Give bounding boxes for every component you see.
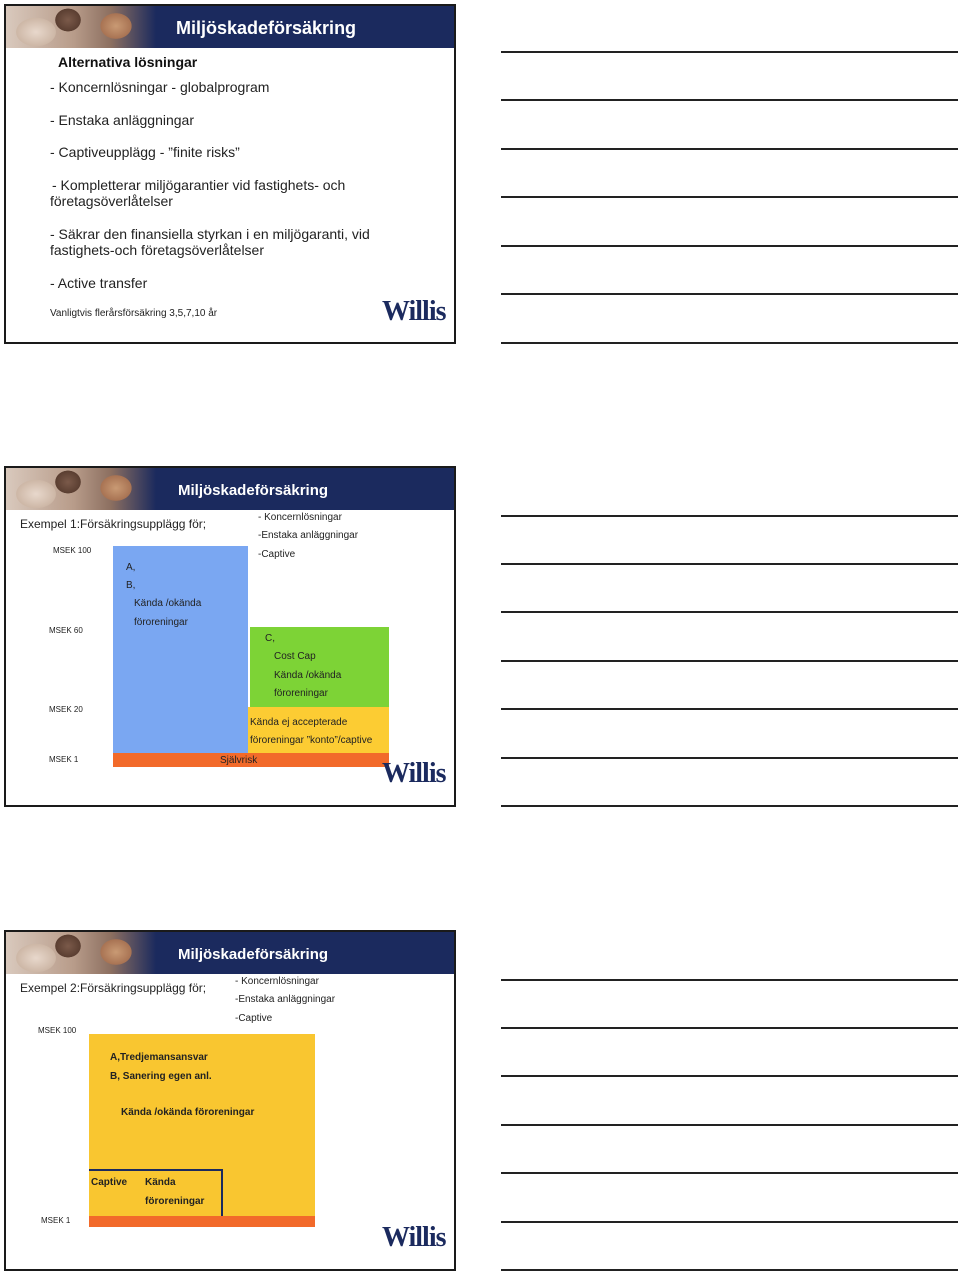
banner-photo [6, 932, 156, 974]
axis-label-100: MSEK 100 [53, 546, 92, 555]
yellow-label-known: Kända /okända föroreningar [121, 1107, 255, 1118]
option-2: -Enstaka anläggningar [235, 994, 336, 1005]
note-line [501, 515, 958, 517]
note-line [501, 342, 958, 344]
willis-logo: Willis [382, 296, 446, 327]
option-3: -Captive [258, 549, 296, 560]
willis-logo: Willis [382, 1222, 446, 1253]
slide-3 [4, 930, 456, 1271]
note-line [501, 563, 958, 565]
slide-heading: Alternativa lösningar [58, 54, 198, 70]
yellow-label-b: B, Sanering egen anl. [110, 1071, 212, 1082]
slide-banner [6, 6, 454, 48]
yellow-label-2: föroreningar ”konto”/captive [250, 735, 373, 746]
bullet-5: - Säkrar den finansiella styrkan i en miljögaranti, vid [50, 226, 370, 242]
axis-label-1: MSEK 1 [49, 755, 79, 764]
blue-label-pollution: föroreningar [134, 617, 188, 628]
slide-banner [6, 932, 454, 974]
bullet-6: - Active transfer [50, 275, 148, 291]
captive-pollution-label: föroreningar [145, 1196, 205, 1207]
note-line [501, 805, 958, 807]
note-line [501, 148, 958, 150]
note-line [501, 611, 958, 613]
option-2: -Enstaka anläggningar [258, 530, 359, 541]
slide-1 [4, 4, 456, 344]
green-label-known: Kända /okända [274, 670, 342, 681]
deductible-label: Självrisk [220, 755, 258, 766]
slide-title: Miljöskadeförsäkring [176, 18, 357, 38]
note-line [501, 1221, 958, 1223]
green-label-pollution: föroreningar [274, 688, 328, 699]
bullet-1: - Koncernlösningar - globalprogram [50, 79, 270, 95]
deductible-bar [89, 1216, 315, 1227]
note-line [501, 1124, 958, 1126]
banner-photo [6, 468, 156, 510]
note-line [501, 293, 958, 295]
footnote: Vanligtvis flerårsförsäkring 3,5,7,10 år [50, 308, 218, 319]
note-line [501, 757, 958, 759]
slide-title: Miljöskadeförsäkring [178, 482, 329, 499]
note-line [501, 1172, 958, 1174]
bullet-4-cont: företagsöverlåtelser [50, 193, 173, 209]
option-1: - Koncernlösningar [235, 976, 319, 987]
axis-label-100: MSEK 100 [38, 1026, 77, 1035]
option-1: - Koncernlösningar [258, 512, 342, 523]
axis-label-1: MSEK 1 [41, 1216, 71, 1225]
yellow-label-a: A,Tredjemansansvar [110, 1052, 208, 1063]
green-label-costcap: Cost Cap [274, 651, 316, 662]
blue-label-known: Kända /okända [134, 598, 202, 609]
slide-title: Miljöskadeförsäkring [178, 946, 329, 963]
blue-label-b: B, [126, 580, 136, 591]
coverage-block-blue [113, 546, 248, 754]
slide-banner [6, 468, 454, 510]
axis-label-20: MSEK 20 [49, 705, 83, 714]
slide-heading: Exempel 1:Försäkringsupplägg för; [20, 517, 207, 531]
willis-logo: Willis [382, 758, 446, 789]
note-line [501, 51, 958, 53]
yellow-label-1: Kända ej accepterade [250, 717, 348, 728]
note-line [501, 99, 958, 101]
banner-photo [6, 6, 156, 48]
note-line [501, 708, 958, 710]
bullet-3: - Captiveupplägg - ”finite risks” [50, 144, 240, 160]
slide-2 [4, 466, 456, 807]
note-line [501, 1075, 958, 1077]
captive-known-label: Kända [145, 1177, 176, 1188]
note-line [501, 1269, 958, 1271]
note-line [501, 245, 958, 247]
bullet-5-cont: fastighets-och företagsöverlåtelser [50, 242, 264, 258]
captive-label: Captive [91, 1177, 128, 1188]
green-label-c: C, [265, 633, 275, 644]
bullet-2: - Enstaka anläggningar [50, 112, 194, 128]
option-3: -Captive [235, 1013, 273, 1024]
bullet-4: - Kompletterar miljögarantier vid fastighets- och [52, 177, 346, 193]
note-line [501, 196, 958, 198]
blue-label-a: A, [126, 562, 136, 573]
axis-label-60: MSEK 60 [49, 626, 83, 635]
coverage-block-yellow [248, 707, 389, 753]
note-line [501, 979, 958, 981]
note-line [501, 1027, 958, 1029]
note-line [501, 660, 958, 662]
slide-heading: Exempel 2:Försäkringsupplägg för; [20, 981, 207, 995]
